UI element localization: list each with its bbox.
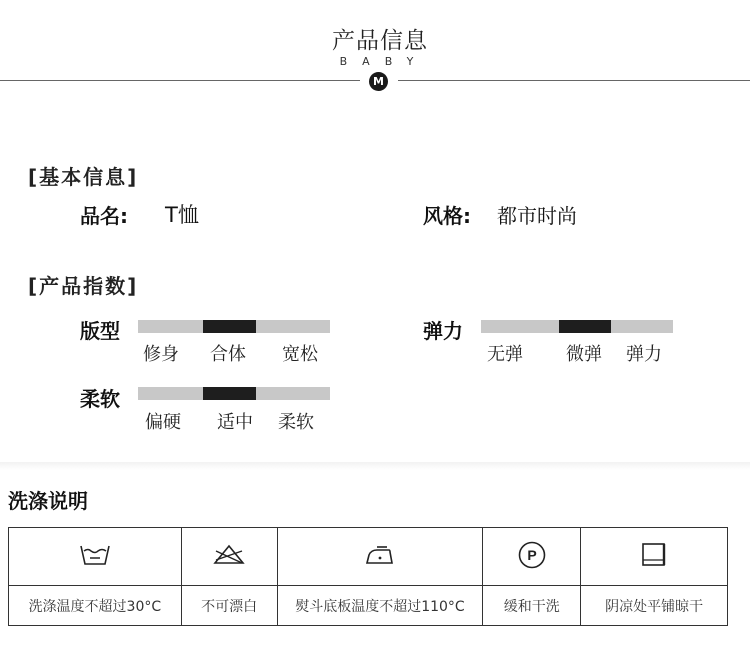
softness-option: 偏硬 bbox=[145, 412, 181, 433]
fit-label: 版型 bbox=[80, 319, 120, 343]
elasticity-scale-bar bbox=[481, 320, 673, 333]
fit-option: 修身 bbox=[143, 344, 179, 365]
section-divider bbox=[0, 462, 750, 470]
softness-option: 柔软 bbox=[278, 412, 314, 433]
care-text-row bbox=[9, 586, 728, 626]
care-table bbox=[8, 527, 728, 626]
dry-clean-symbol: P bbox=[527, 546, 537, 563]
fit-scale-bar bbox=[138, 320, 330, 333]
care-text: 熨斗底板温度不超过110°C bbox=[277, 586, 483, 626]
page-subtitle: BABY bbox=[339, 55, 429, 68]
elasticity-label: 弹力 bbox=[423, 319, 463, 343]
dry-clean-p-icon bbox=[517, 540, 547, 570]
fit-option: 合体 bbox=[210, 344, 246, 365]
fit-scale-indicator bbox=[203, 320, 256, 333]
care-icon-cell bbox=[181, 528, 277, 586]
elasticity-option: 微弹 bbox=[566, 344, 602, 365]
flat-dry-shade-icon bbox=[640, 541, 668, 569]
care-icon-cell bbox=[483, 528, 581, 586]
style-value: 都市时尚 bbox=[497, 204, 577, 228]
care-text: 阴凉处平铺晾干 bbox=[581, 586, 728, 626]
iron-icon bbox=[363, 543, 397, 567]
style-label: 风格: bbox=[423, 204, 471, 228]
elasticity-scale-indicator bbox=[559, 320, 611, 333]
wash-tub-icon bbox=[79, 543, 111, 567]
product-index-heading: [产品指数] bbox=[28, 274, 139, 298]
header-divider-left bbox=[0, 80, 360, 81]
size-badge: M bbox=[369, 72, 388, 91]
care-text: 不可漂白 bbox=[181, 586, 277, 626]
care-icons-row bbox=[9, 528, 728, 586]
care-text: 洗涤温度不超过30°C bbox=[9, 586, 182, 626]
header-divider-right bbox=[398, 80, 750, 81]
product-name-value: T恤 bbox=[165, 203, 199, 227]
care-icon-cell bbox=[9, 528, 182, 586]
elasticity-option: 无弹 bbox=[487, 344, 523, 365]
care-text: 缓和干洗 bbox=[483, 586, 581, 626]
care-icon-cell bbox=[581, 528, 728, 586]
care-icon-cell bbox=[277, 528, 483, 586]
fit-option: 宽松 bbox=[282, 344, 318, 365]
basic-info-heading: [基本信息] bbox=[28, 165, 139, 189]
softness-option: 适中 bbox=[217, 412, 253, 433]
softness-scale-bar bbox=[138, 387, 330, 400]
page-title: 产品信息 bbox=[332, 28, 428, 54]
softness-label: 柔软 bbox=[80, 387, 120, 411]
no-bleach-icon bbox=[213, 543, 245, 567]
elasticity-option: 弹力 bbox=[626, 344, 662, 365]
care-heading: 洗涤说明 bbox=[8, 489, 88, 513]
product-name-label: 品名: bbox=[80, 204, 128, 228]
softness-scale-indicator bbox=[203, 387, 256, 400]
